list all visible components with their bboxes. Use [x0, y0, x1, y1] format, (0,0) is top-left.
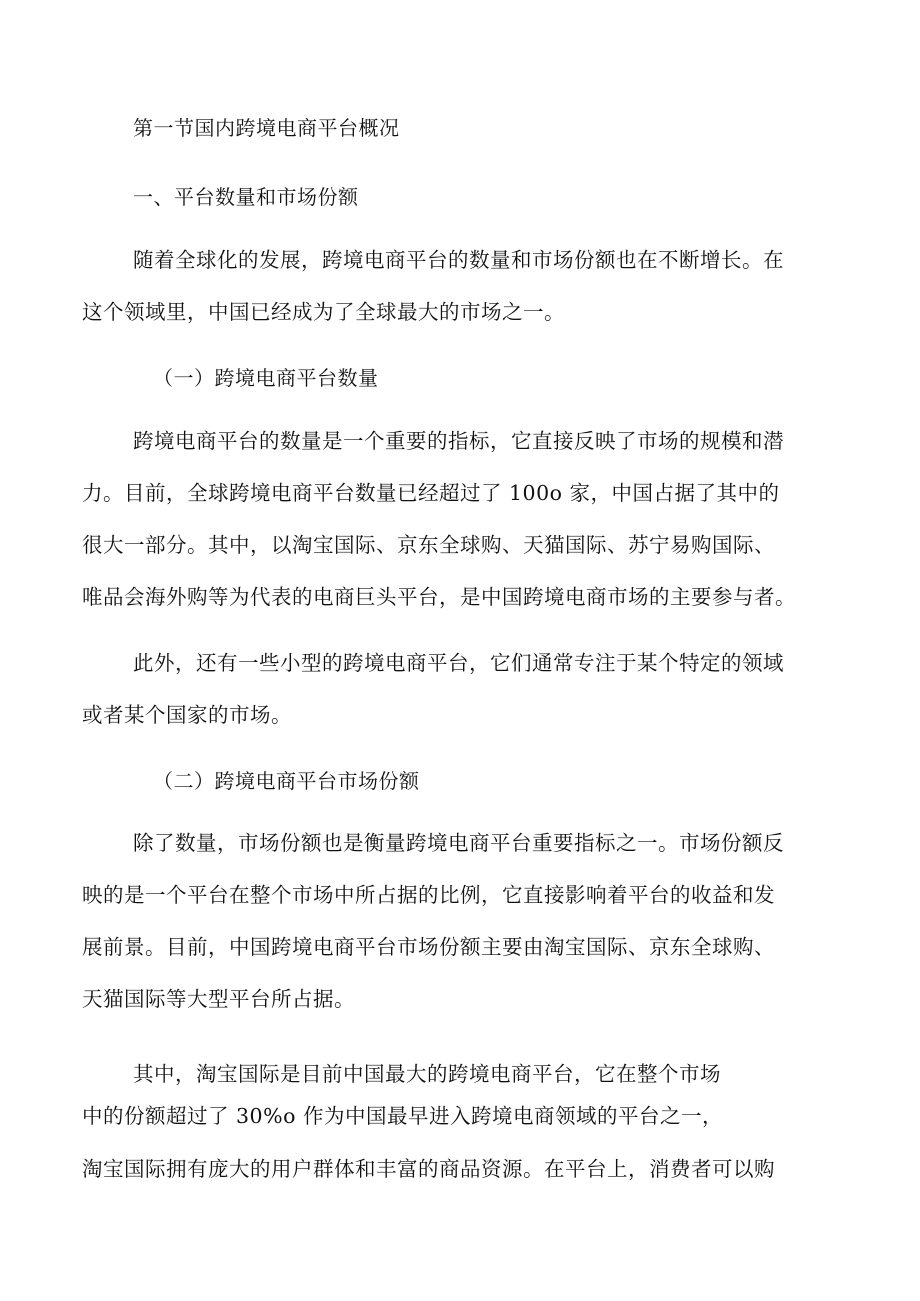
quantity-line-2: 力。目前，全球跨境电商平台数量已经超过了 100o 家，中国占据了其中的 [82, 481, 780, 505]
taobao-line-3: 淘宝国际拥有庞大的用户群体和丰富的商品资源。在平台上，消费者可以购 [82, 1157, 775, 1181]
small-platforms-line-1: 此外，还有一些小型的跨境电商平台，它们通常专注于某个特定的领域 [133, 651, 784, 675]
taobao-line-2: 中的份额超过了 30%o 作为中国最早进入跨境电商领域的平台之一， [82, 1104, 723, 1128]
quantity-line-3: 很大一部分。其中，以淘宝国际、京东全球购、天猫国际、苏宁易购国际、 [82, 533, 775, 557]
quantity-line-4: 唯品会海外购等为代表的电商巨头平台，是中国跨境电商市场的主要参与者。 [82, 585, 796, 609]
taobao-line-1: 其中，淘宝国际是目前中国最大的跨境电商平台，它在整个市场 [133, 1062, 721, 1086]
share-line-4: 天猫国际等大型平台所占据。 [82, 987, 355, 1011]
small-platforms-line-2: 或者某个国家的市场。 [82, 703, 292, 727]
sub1-heading: （一）跨境电商平台数量 [153, 366, 379, 390]
quantity-line-1: 跨境电商平台的数量是一个重要的指标，它直接反映了市场的规模和潜 [133, 429, 784, 453]
share-line-3: 展前景。目前，中国跨境电商平台市场份额主要由淘宝国际、京东全球购、 [82, 935, 775, 959]
share-line-2: 映的是一个平台在整个市场中所占据的比例，它直接影响着平台的收益和发 [82, 883, 775, 907]
share-line-1: 除了数量，市场份额也是衡量跨境电商平台重要指标之一。市场份额反 [133, 831, 784, 855]
part1-heading: 一、平台数量和市场份额 [133, 185, 359, 209]
sub2-heading: （二）跨境电商平台市场份额 [153, 769, 420, 793]
intro-line-2: 这个领域里，中国已经成为了全球最大的市场之一。 [82, 300, 565, 324]
section-title: 第一节国内跨境电商平台概况 [133, 116, 400, 140]
intro-line-1: 随着全球化的发展，跨境电商平台的数量和市场份额也在不断增长。在 [133, 248, 784, 272]
